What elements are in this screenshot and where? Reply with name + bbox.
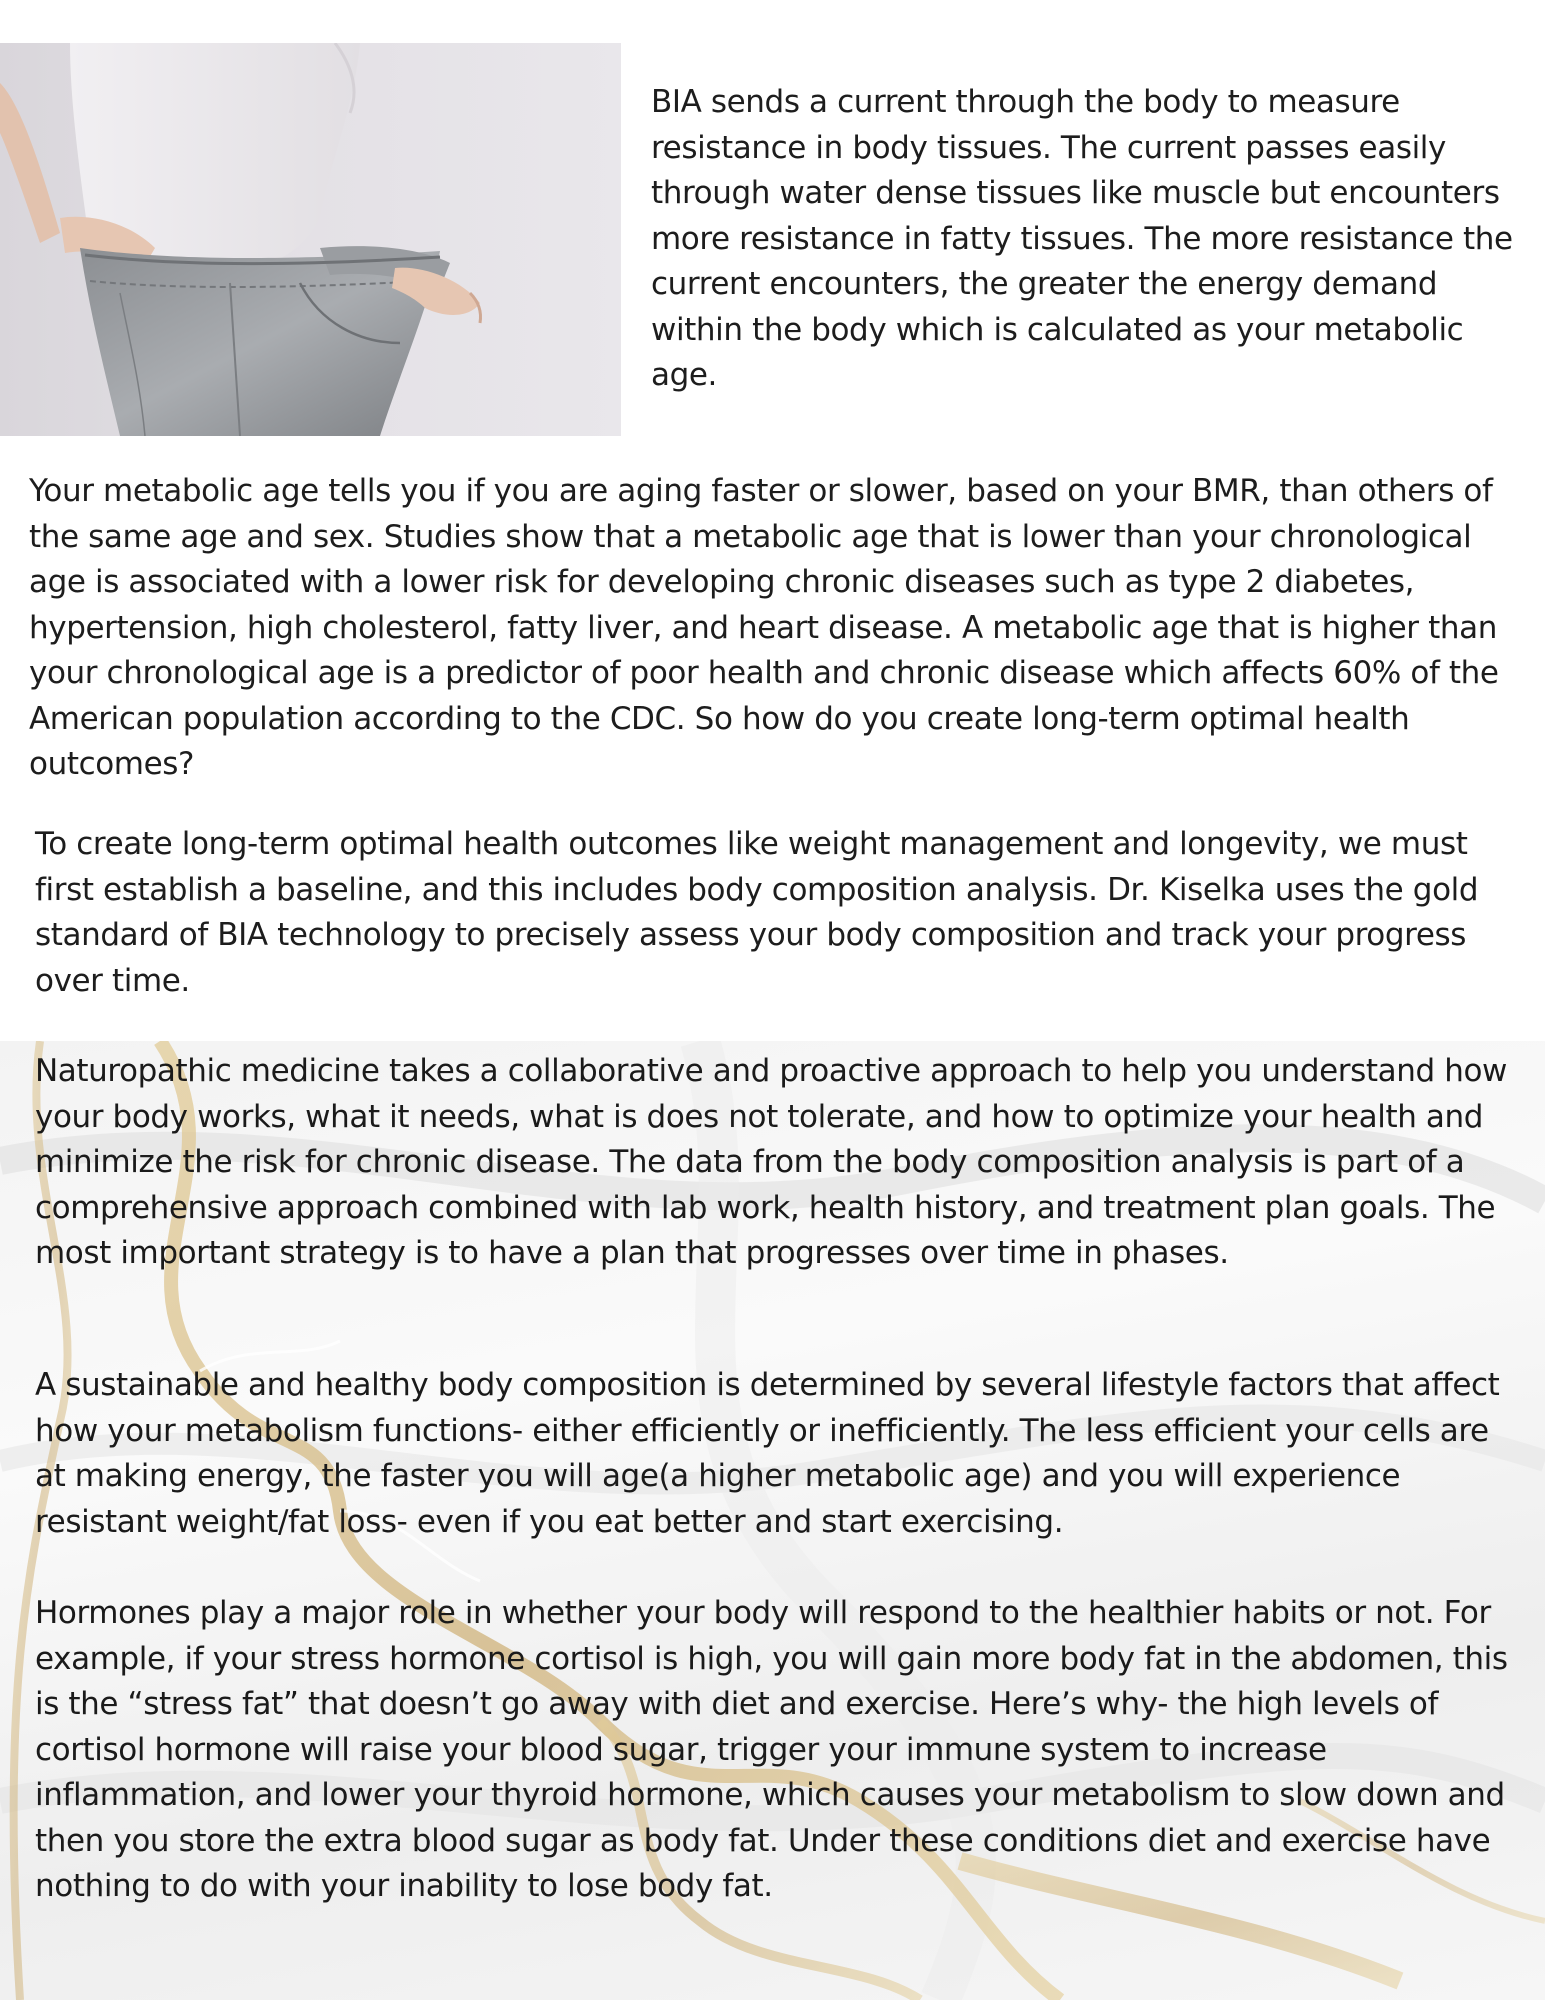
metabolic-age-paragraph: Your metabolic age tells you if you are aging faster or slower, based on your BMR, than others of the same age and sex. Studies show that a metabolic age that is lower than your chronological age is associated with a lower risk for developing chronic diseases such as type 2 diabetes, hypertension, high cholesterol, fatty liver, and heart disease. A metabolic age that is higher than your chronological age is a predictor of poor health and chronic disease which affects 60% of the American population according to the CDC. So how do you create long-term optimal health outcomes? xyxy=(29,473,1499,782)
intro-paragraph: BIA sends a current through the body to measure resistance in body tissues. The current passes easily through water dense tissues like muscle but encounters more resistance in fatty tissues. The more resistance the current encounters, the greater the energy demand within the body which is calculated as your metabolic age. xyxy=(651,84,1513,393)
hormones-paragraph: Hormones play a major role in whether your body will respond to the healthier habits or not. For example, if your stress hormone cortisol is high, you will gain more body fat in the abdomen, this is the “stress fat” that doesn’t go away with diet and exercise. Here’s why- the high levels of cortisol hormone will raise your blood sugar, trigger your immune system to increase inflammation, and lower your thyroid hormone, which causes your metabolism to slow down and then you store the extra blood sugar as body fat. Under these conditions diet and exercise have nothing to do with your inability to lose body fat. xyxy=(35,1595,1508,1904)
naturopathic-paragraph: Naturopathic medicine takes a collaborative and proactive approach to help you understand how your body works, what it needs, what is does not tolerate, and how to optimize your health and minimize the risk for chronic disease. The data from the body composition analysis is part of a comprehensive approach combined with lab work, health history, and treatment plan goals. The most important strategy is to have a plan that progresses over time in phases. xyxy=(35,1053,1507,1271)
woman-holding-loose-jeans-photo xyxy=(0,43,621,436)
sustainable-composition-paragraph: A sustainable and healthy body composition is determined by several lifestyle factors that affect how your metabolism functions- either efficiently or inefficiently. The less efficient your cells are at making energy, the faster you will age(a higher metabolic age) and you will experience resistant weight/fat loss- even if you eat better and start exercising. xyxy=(35,1367,1500,1540)
baseline-paragraph: To create long-term optimal health outcomes like weight management and longevity, we must first establish a baseline, and this includes body composition analysis. Dr. Kiselka uses the gold standard of BIA technology to precisely assess your body composition and track your progress over time. xyxy=(35,826,1479,999)
marble-background-section xyxy=(0,1041,1545,2000)
